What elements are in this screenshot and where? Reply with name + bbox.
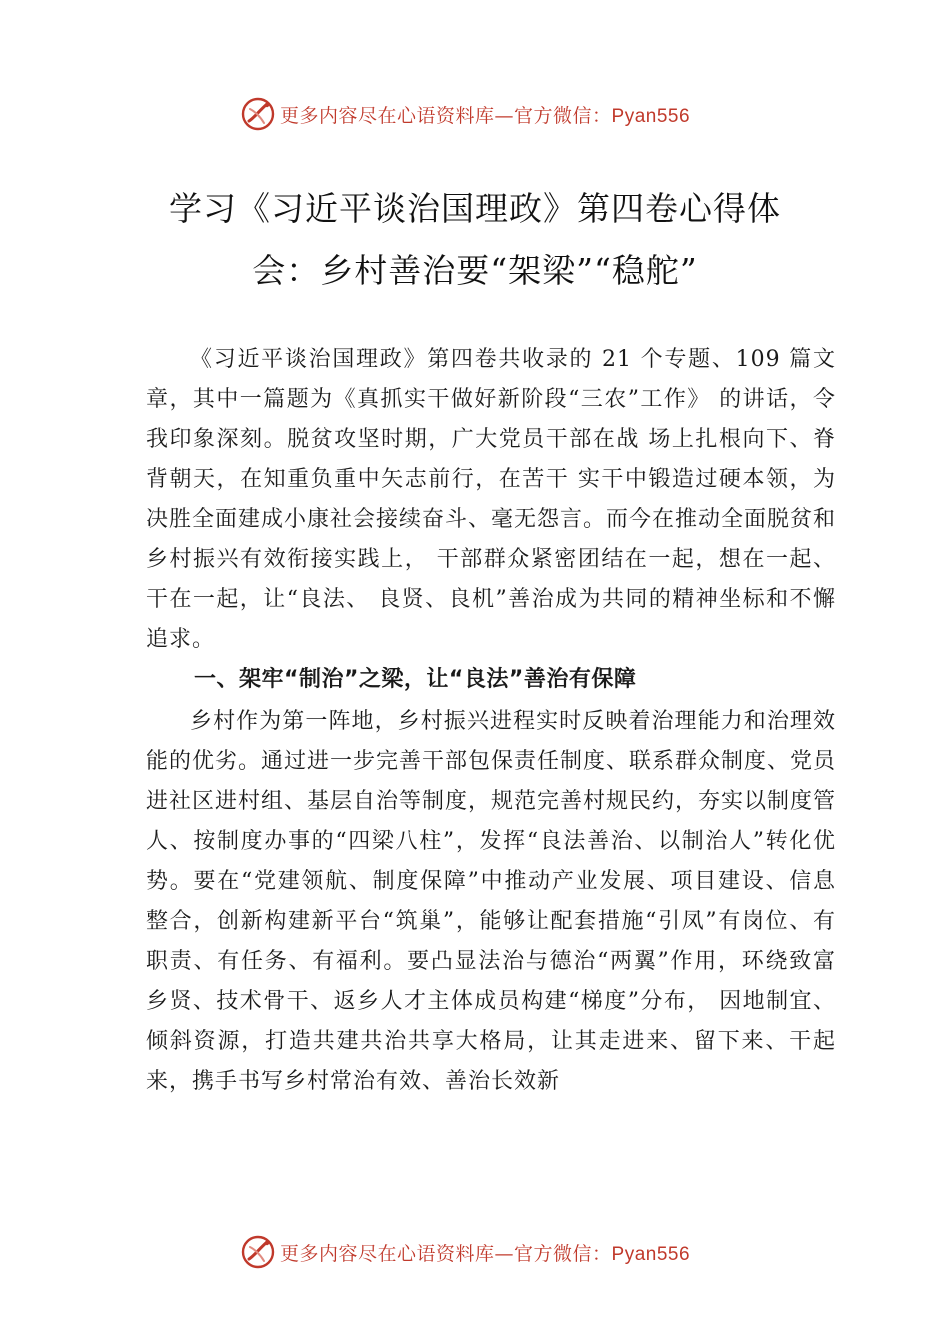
- watermark-handle: Pyan556: [611, 105, 691, 127]
- pen-seal-icon: [240, 1234, 276, 1270]
- watermark-banner-bottom: [240, 1232, 760, 1272]
- section-heading-1: 一、架牢“制治”之梁，让“良法”善治有保障: [194, 667, 637, 692]
- watermark-text: 更多内容尽在心语资料库—官方微信：Pyan556: [280, 1242, 691, 1265]
- document-title: [100, 178, 850, 302]
- title-line-1: 学习《习近平谈治国理政》第四卷心得体: [169, 189, 781, 228]
- watermark-handle: Pyan556: [611, 1243, 691, 1265]
- document-body: [146, 340, 836, 1102]
- watermark-text: 更多内容尽在心语资料库—官方微信：Pyan556: [280, 104, 691, 127]
- pen-seal-icon: [240, 96, 276, 132]
- title-line-2: 会：乡村善治要“架梁”“稳舵”: [252, 251, 698, 290]
- paragraph-section-1: 乡村作为第一阵地，乡村振兴进程实时反映着治理能力和治理效能的优劣。通过进一步完善干部包保责任制度、联系群众制度、党员进社区进村组、基层自治等制度，规范完善村规民约，夯实以制度管人、按制度办事的“四梁八柱”，发挥“良法善治、以制治人”转化优势。要在“党建领航、制度保障”中推动产业发展、项目建设、信息整合，创新构建新平台“筑巢”，能够让配套措施“引凤”有岗位、有职责、有任务、有福利。要凸显法治与德治“两翼”作用，环绕致富乡贤、技术骨干、返乡人才主体成员构建“梯度”分布， 因地制宜、倾斜资源，打造共建共治共享大格局，让其走进来、留下来、干起来，携手书写乡村常治有效、善治长效新: [146, 709, 837, 1094]
- paragraph-intro: 《习近平谈治国理政》第四卷共收录的 21 个专题、109 篇文章，其中一篇题为《真抓实干做好新阶段“三农”工作》 的讲话，令我印象深刻。脱贫攻坚时期，广大党员干部在战 场上扎根向下、脊背朝天，在知重负重中矢志前行，在苦干 实干中锻造过硬本领，为决胜全面建成小康社会接续奋斗、毫无怨言。而今在推动全面脱贫和乡村振兴有效衔接实践上， 干部群众紧密团结在一起，想在一起、干在一起，让“良法、 良贤、良机”善治成为共同的精神坐标和不懈追求。: [146, 347, 837, 652]
- watermark-banner-top: [240, 94, 760, 134]
